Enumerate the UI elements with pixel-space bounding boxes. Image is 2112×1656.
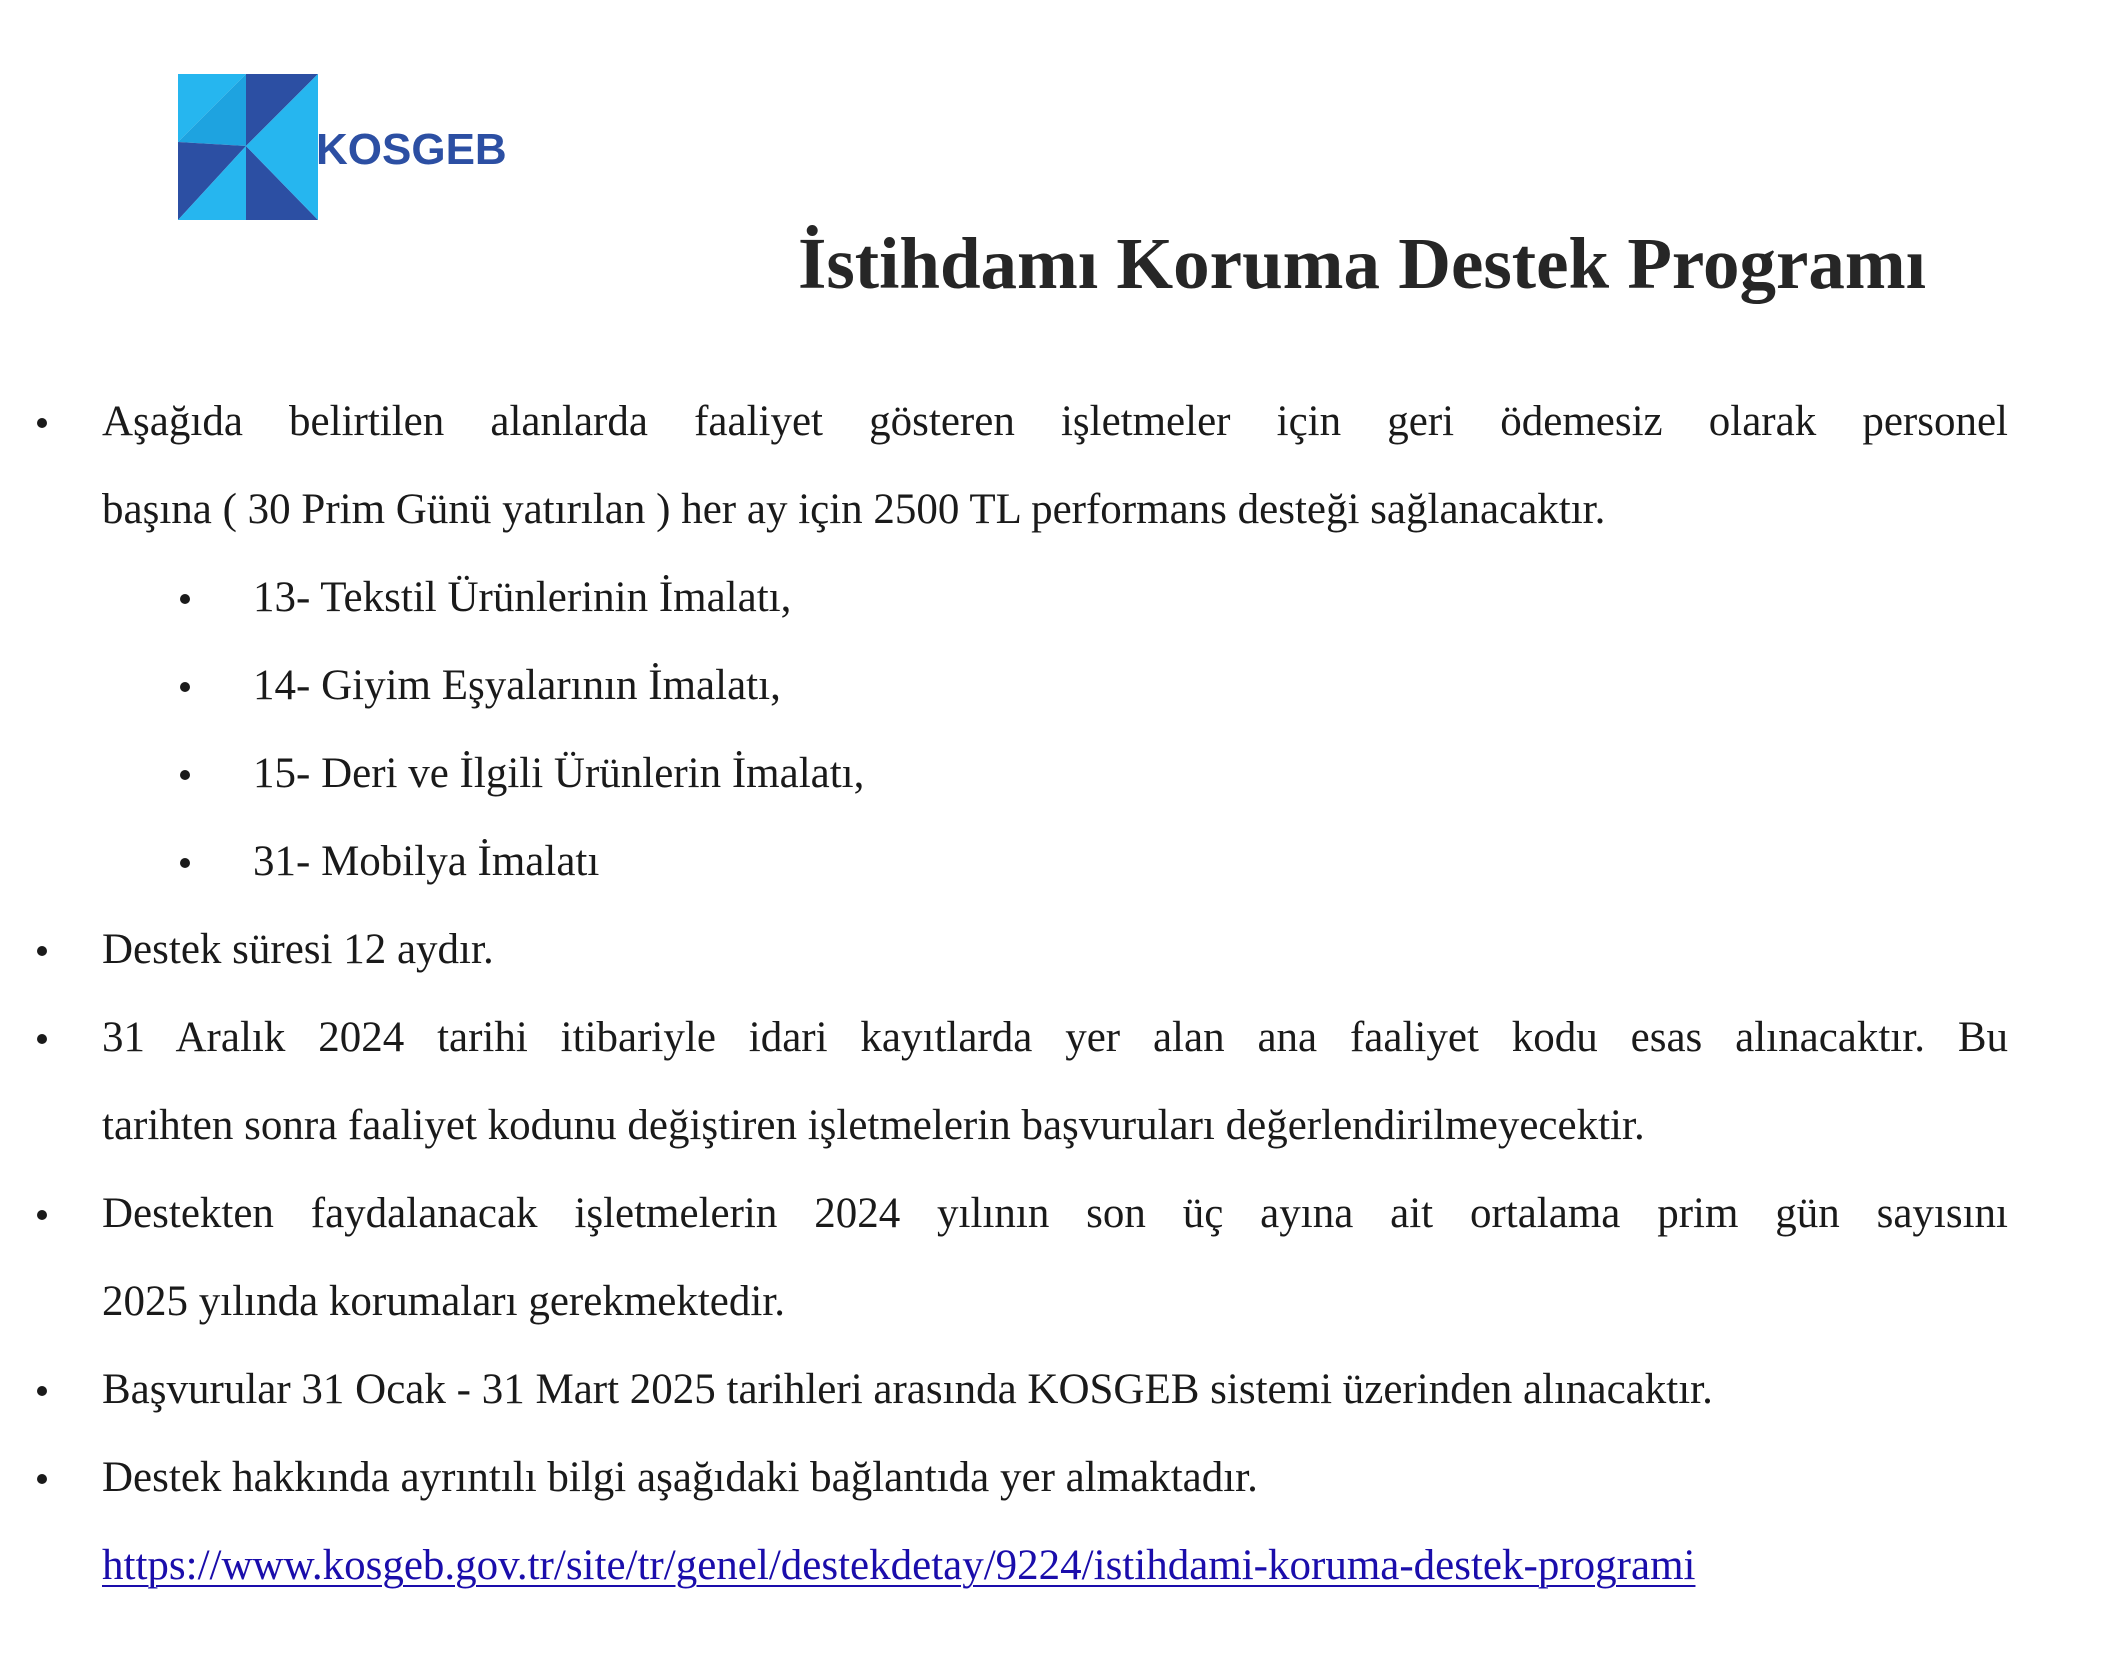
page-title: İstihdamı Koruma Destek Programı xyxy=(797,223,1926,304)
bullet-icon xyxy=(37,1034,47,1044)
list-item xyxy=(0,1346,2112,1434)
document-body xyxy=(0,378,2112,1610)
bullet-icon xyxy=(180,594,190,604)
list-item-continuation xyxy=(0,1082,2112,1170)
bullet-icon xyxy=(37,1210,47,1220)
list-item xyxy=(0,378,2112,466)
logo-wordmark: KOSGEB xyxy=(316,125,507,174)
list-item xyxy=(0,994,2112,1082)
list-item-continuation xyxy=(0,1522,2112,1610)
sub-list-item xyxy=(0,730,2112,818)
sub-list-item-text: 31- Mobilya İmalatı xyxy=(253,838,600,885)
bullet-icon xyxy=(37,1386,47,1396)
list-item-text: Destek süresi 12 aydır. xyxy=(102,926,494,973)
list-item-continuation xyxy=(0,466,2112,554)
bullet-icon xyxy=(37,418,47,428)
sub-list-item xyxy=(0,642,2112,730)
list-item xyxy=(0,1434,2112,1522)
kosgeb-logo xyxy=(178,74,548,220)
bullet-icon xyxy=(180,682,190,692)
list-item-text: 31 Aralık 2024 tarihi itibariyle idari kayıtlarda yer alan ana faaliyet kodu esas alınacaktır. Bu xyxy=(102,1014,2008,1061)
bullet-icon xyxy=(37,1474,47,1484)
bullet-icon xyxy=(180,770,190,780)
list-item-text: Destek hakkında ayrıntılı bilgi aşağıdaki bağlantıda yer almaktadır. xyxy=(102,1454,1258,1501)
sub-list-item-text: 15- Deri ve İlgili Ürünlerin İmalatı, xyxy=(253,750,865,797)
list-item-text: Başvurular 31 Ocak - 31 Mart 2025 tarihleri arasında KOSGEB sistemi üzerinden alınacaktır. xyxy=(102,1366,1713,1413)
list-item xyxy=(0,1170,2112,1258)
sub-list-item-text: 14- Giyim Eşyalarının İmalatı, xyxy=(253,662,781,709)
list-item-text: 2025 yılında korumaları gerekmektedir. xyxy=(102,1278,786,1325)
list-item-text: Aşağıda belirtilen alanlarda faaliyet gösteren işletmeler için geri ödemesiz olarak personel xyxy=(102,398,2008,445)
bullet-icon xyxy=(180,858,190,868)
sub-list-item xyxy=(0,554,2112,642)
sub-list-item xyxy=(0,818,2112,906)
list-item-text: tarihten sonra faaliyet kodunu değiştiren işletmelerin başvuruları değerlendirilmeyecektir. xyxy=(102,1102,1645,1149)
sub-list-item-text: 13- Tekstil Ürünlerinin İmalatı, xyxy=(253,574,792,621)
list-item xyxy=(0,906,2112,994)
list-item-continuation xyxy=(0,1258,2112,1346)
list-item-text: Destekten faydalanacak işletmelerin 2024 yılının son üç ayına ait ortalama prim gün sayısını xyxy=(102,1190,2008,1237)
destek-detail-link[interactable]: https://www.kosgeb.gov.tr/site/tr/genel/destekdetay/9224/istihdami-koruma-destek-programi xyxy=(102,1542,1696,1589)
bullet-icon xyxy=(37,946,47,956)
list-item-text: başına ( 30 Prim Günü yatırılan ) her ay için 2500 TL performans desteği sağlanacaktır. xyxy=(102,486,1606,533)
